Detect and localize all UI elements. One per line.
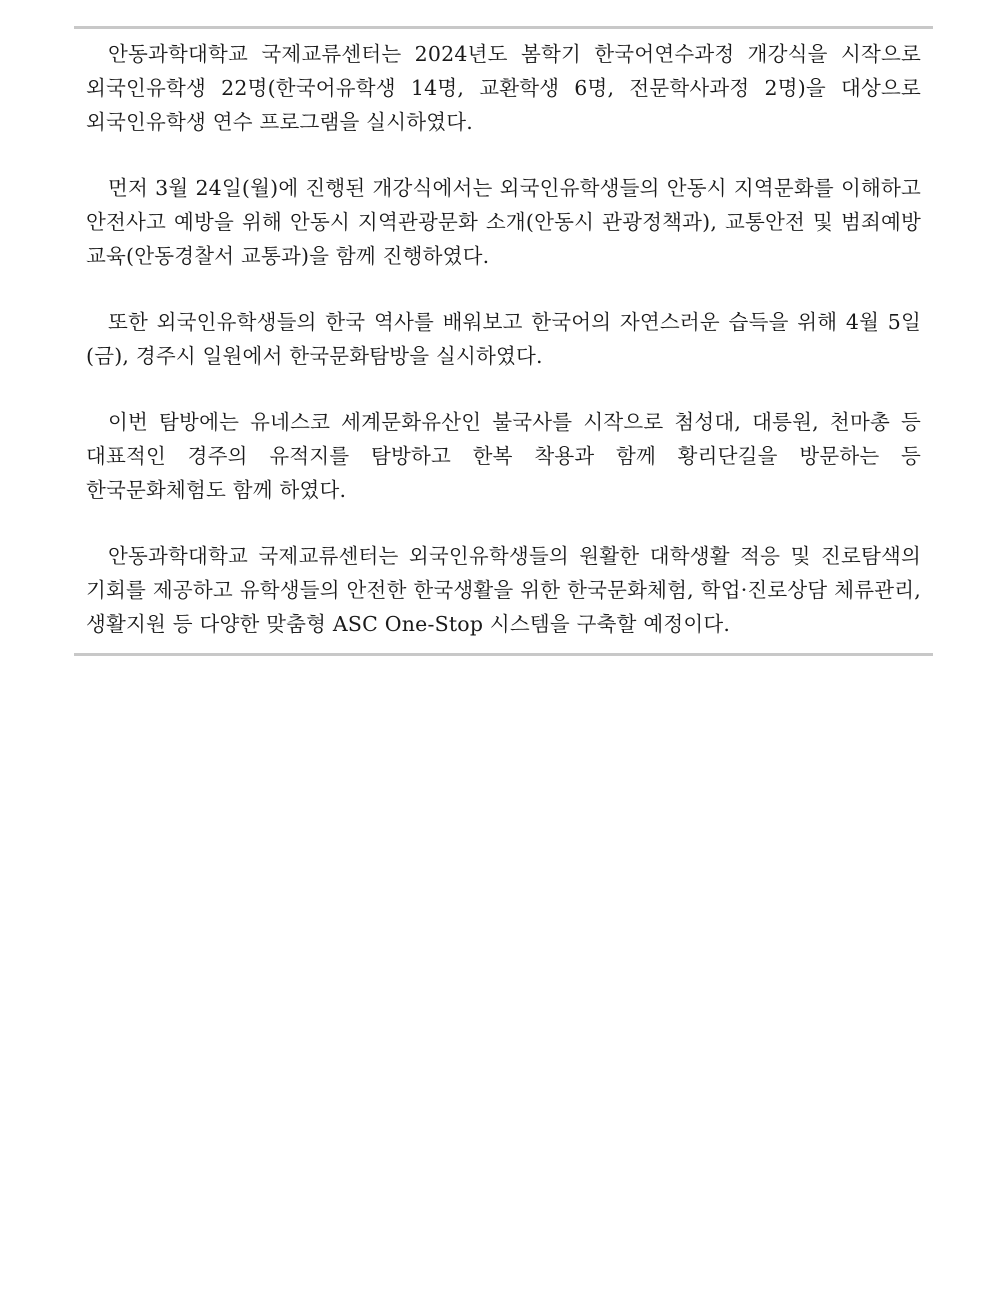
paragraph-5: 안동과학대학교 국제교류센터는 외국인유학생들의 원활한 대학생활 적응 및 진로탐색의 기회를 제공하고 유학생들의 안전한 한국생활을 위한 한국문화체험, 학업·진로상담 체류관리, 생활지원 등 다양한 맞춤형 ASC One-Stop 시스템을 구축할 예정이다. bbox=[86, 544, 921, 636]
paragraph-2: 먼저 3월 24일(월)에 진행된 개강식에서는 외국인유학생들의 안동시 지역문화를 이해하고 안전사고 예방을 위해 안동시 지역관광문화 소개(안동시 관광정책과), 교통안전 및 범죄예방 교육(안동경찰서 교통과)을 함께 진행하였다. bbox=[86, 176, 921, 268]
article-document bbox=[74, 0, 933, 656]
bottom-divider bbox=[74, 653, 933, 656]
paragraph-3: 또한 외국인유학생들의 한국 역사를 배워보고 한국어의 자연스러운 습득을 위해 4월 5일(금), 경주시 일원에서 한국문화탐방을 실시하였다. bbox=[86, 310, 921, 368]
paragraph-4: 이번 탐방에는 유네스코 세계문화유산인 불국사를 시작으로 첨성대, 대릉원, 천마총 등 대표적인 경주의 유적지를 탐방하고 한복 착용과 함께 황리단길을 방문하는 등 한국문화체험도 함께 하였다. bbox=[86, 410, 921, 502]
paragraph-1: 안동과학대학교 국제교류센터는 2024년도 봄학기 한국어연수과정 개강식을 시작으로 외국인유학생 22명(한국어유학생 14명, 교환학생 6명, 전문학사과정 2명)을 대상으로 외국인유학생 연수 프로그램을 실시하였다. bbox=[86, 42, 921, 134]
article-body bbox=[74, 29, 933, 641]
